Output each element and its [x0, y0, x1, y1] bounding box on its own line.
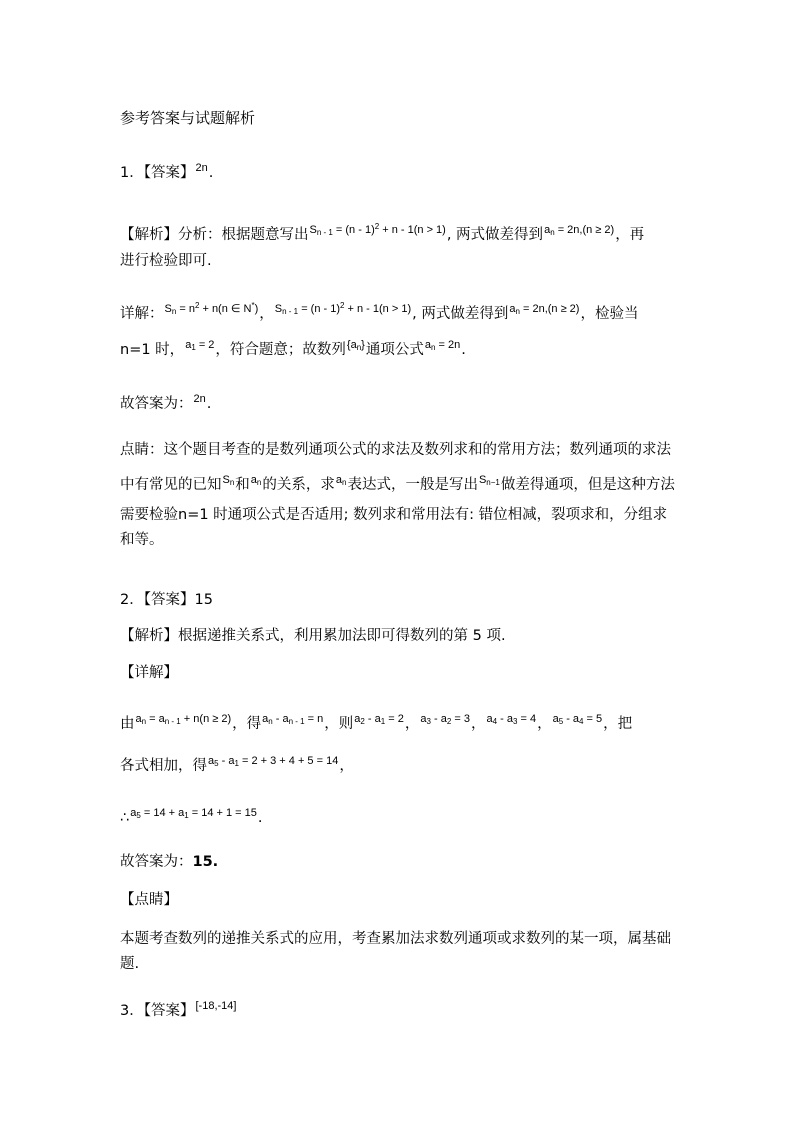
q1-comment-formula: Sn: [222, 474, 235, 487]
q1-comment-formula: an: [335, 474, 347, 487]
q1-detail-text: ，符合题意；故数列: [215, 342, 346, 358]
q1-analysis-line2: 进行检验即可.: [120, 253, 212, 269]
q1-analysis-label: 【解析】: [120, 227, 178, 243]
q2-detail-text: ，: [339, 758, 354, 774]
q2-formula-3: a2 - a1 = 2: [354, 713, 404, 726]
q1-final-end: .: [206, 396, 212, 412]
q2-detail-text: ，: [470, 716, 486, 732]
therefore-symbol: ∴: [120, 810, 130, 826]
q1-analysis-text: ，再: [615, 227, 645, 243]
q2-answer-value: 15: [194, 592, 213, 608]
q1-detail-formula-5: {an}: [346, 339, 365, 352]
q2-final: [120, 852, 218, 872]
q1-final-label: 故答案为：: [120, 396, 193, 412]
q2-comment-header: 【点睛】: [120, 892, 178, 908]
q2-answer-label: 2．【答案】: [120, 592, 195, 608]
q2-answer: [120, 590, 213, 610]
q1-detail-formula-4: a1 = 2: [185, 339, 215, 352]
q1-comment-line2: [120, 475, 675, 499]
q1-final-math: 2n: [193, 393, 206, 405]
q2-analysis-text: 根据递推关系式，利用累加法即可得数列的第 5 项.: [178, 628, 506, 644]
q1-detail-formula-3: an = 2n,(n ≥ 2): [509, 303, 580, 316]
q2-analysis-label: 【解析】: [120, 628, 178, 644]
q2-analysis: [120, 626, 506, 646]
q3-answer: [120, 1001, 237, 1022]
q2-comment-line2: 题.: [120, 956, 140, 972]
q1-analysis: [120, 223, 644, 249]
page-title: 参考答案与试题解析: [120, 109, 256, 127]
q2-formula-2: an - an - 1 = n: [262, 713, 324, 726]
q1-comment-text: 表达式，一般是写出: [347, 477, 478, 493]
q1-comment-line1: 点睛：这个题目考查的是数列通项公式的求法及数列求和的常用方法；数列通项的求法: [120, 442, 671, 458]
q1-detail-text: 通项公式: [365, 342, 424, 358]
q1-detail-formula-1: Sn = n2 + n(n ∈ N*): [164, 301, 259, 316]
q2-formula-6: a5 - a4 = 5: [552, 713, 603, 726]
q2-final-label: 故答案为：: [120, 854, 193, 870]
q1-final: [120, 394, 211, 415]
q2-detail-text: 由: [120, 716, 135, 732]
q1-comment-line3: 需要检验n=1 时通项公式是否适用; 数列求和常用法有: 错位相减，裂项求和，分组求: [120, 507, 668, 523]
q1-answer: [120, 163, 213, 184]
q3-answer-math: [-18,-14]: [195, 1000, 237, 1012]
q1-detail-formula-2: Sn - 1 = (n - 1)2 + n - 1(n > 1): [274, 301, 412, 316]
q2-formula-5: a4 - a3 = 4: [486, 713, 537, 726]
q1-analysis-formula-2: an = 2n,(n ≥ 2): [544, 224, 615, 237]
q1-comment-text: 和: [235, 477, 250, 493]
q1-detail-text: n=1 时，: [120, 342, 185, 358]
q2-detail-text: ，: [404, 716, 420, 732]
q1-analysis-text: , 两式做差得到: [446, 227, 544, 243]
q1-detail-label: 详解：: [120, 306, 164, 322]
q1-detail: [120, 302, 638, 328]
q2-formula-8: a5 = 14 + a1 = 14 + 1 = 15: [130, 807, 257, 820]
q2-comment-line1: 本题考查数列的递推关系式的应用，考查累加法求数列通项或求数列的某一项，属基础: [120, 931, 671, 947]
q1-detail-text: ，检验当: [580, 306, 639, 322]
q1-comment-text: 做差得通项，但是这种方法: [500, 477, 675, 493]
q1-detail-line2: [120, 340, 466, 364]
q2-detail-text: ，把: [603, 716, 633, 732]
q1-comment-text: 中有常见的已知: [120, 477, 222, 493]
q1-analysis-text: 分析：根据题意写出: [178, 227, 309, 243]
q2-detail-text: ，得: [232, 716, 262, 732]
q1-detail-formula-6: an = 2n: [424, 339, 461, 352]
q2-detail-text: ，: [537, 716, 552, 732]
q1-detail-text: ，: [259, 306, 274, 322]
q1-answer-label: 1．【答案】: [120, 165, 195, 181]
q2-detail-text: 各式相加，得: [120, 758, 207, 774]
q2-detail-text: .: [257, 810, 263, 826]
q2-final-value: 15.: [192, 854, 219, 870]
q3-answer-label: 3．【答案】: [120, 1003, 195, 1019]
q1-detail-text: , 两式做差得到: [412, 306, 509, 322]
q1-comment-formula: an: [250, 474, 262, 487]
q1-comment-line4: 和等。: [120, 532, 164, 548]
q2-detail-line2: [120, 756, 354, 780]
q1-analysis-formula-1: Sn - 1 = (n - 1)2 + n - 1(n > 1): [309, 222, 446, 237]
q2-detail-line3: [120, 808, 263, 832]
q2-formula-7: a5 - a1 = 2 + 3 + 4 + 5 = 14: [208, 755, 339, 768]
q1-comment-formula: Sn−1: [478, 474, 500, 487]
q2-detail-line1: [120, 714, 632, 738]
q1-detail-text: .: [461, 342, 466, 358]
q1-comment-text: 的关系，求: [262, 477, 335, 493]
q2-formula-1: an = an - 1 + n(n ≥ 2): [135, 713, 232, 726]
q2-detail-header: 【详解】: [120, 665, 178, 681]
q2-formula-4: a3 - a2 = 3: [420, 713, 470, 726]
q1-answer-math: 2n: [195, 162, 208, 174]
q1-answer-end: .: [208, 165, 214, 181]
q2-detail-text: ，则: [324, 716, 354, 732]
